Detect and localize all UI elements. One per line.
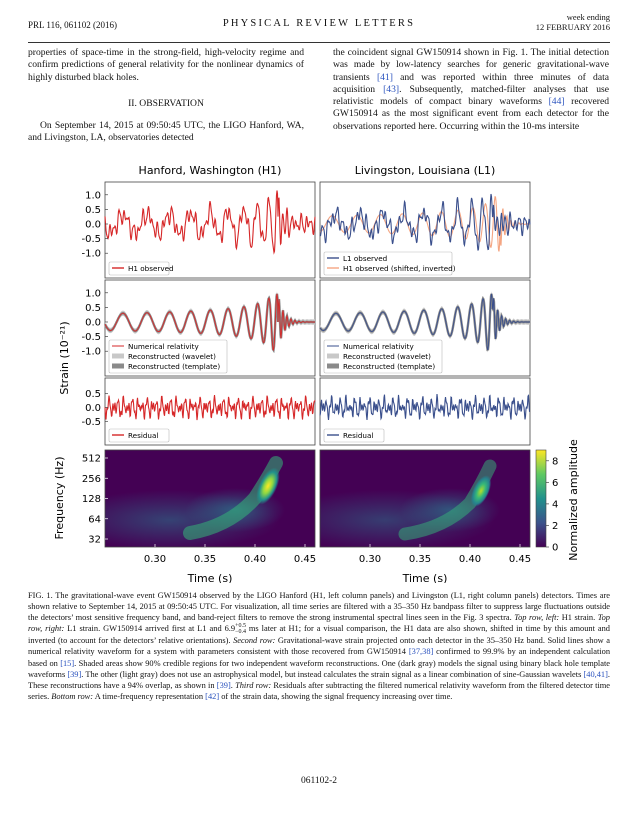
colorbar-ticks	[546, 456, 558, 553]
caption-text: .	[230, 680, 236, 690]
legend	[324, 429, 384, 442]
legend	[109, 429, 169, 442]
journal-name: PHYSICAL REVIEW LETTERS	[222, 18, 416, 29]
caption-text: H1 strain.	[559, 613, 598, 623]
cbar-tick-label: 4	[552, 499, 559, 511]
caption-text: L1 strain. GW150914 arrived first at L1 and 6.9	[64, 624, 236, 634]
colorbar	[536, 450, 546, 547]
text: recovered GW150914 as the most significant event from each detector for the observations reported here. Occurring within the 10-ms intersite	[333, 96, 609, 132]
figure-1	[40, 158, 585, 583]
caption-text: confirmed to 99.9% by an independent calculation based on	[28, 647, 611, 668]
y-tick-label: 1.0	[85, 288, 101, 300]
legend-entry: L1 observed	[343, 254, 388, 263]
legend	[324, 340, 442, 373]
legend-entry: Numerical relativity	[343, 342, 414, 351]
y-tick-label: -0.5	[81, 234, 101, 246]
paragraph	[333, 47, 609, 133]
colorbar-label: Normalized amplitude	[567, 439, 580, 561]
frequency-ticks	[82, 454, 108, 546]
strain-axis-label: Strain (10⁻²¹)	[58, 321, 71, 395]
y-tick-label: -0.5	[81, 332, 101, 344]
y-tick-label: 0.0	[85, 317, 101, 329]
paragraph: properties of space-time in the strong-field, high-velocity regime and confirm predictions of general relativity for the nonlinear dynamics of highly disturbed black holes.	[28, 47, 304, 83]
issue-date	[536, 12, 610, 32]
cbar-tick-label: 8	[552, 456, 559, 468]
caption-text: . These reconstructions have a 94% overlap, as shown in	[28, 669, 610, 690]
legend-entry: H1 observed (shifted, inverted)	[343, 264, 456, 273]
caption-emph: Top row, left:	[514, 613, 560, 623]
frequency-axis-label: Frequency (Hz)	[53, 456, 66, 540]
strain-panel	[81, 182, 315, 278]
x-tick-label: 0.40	[458, 554, 482, 565]
caption-emph: Bottom row:	[51, 691, 94, 701]
text: and was reported within three minutes of data acquisition	[333, 71, 609, 95]
page-number: 061102-2	[300, 776, 338, 786]
x-tick-label: 0.30	[143, 554, 167, 565]
section-title: II. OBSERVATION	[128, 97, 204, 109]
y-tick-label: 1.0	[85, 190, 101, 202]
legend-entry: Reconstructed (template)	[343, 362, 436, 371]
y-tick-label: 128	[81, 494, 101, 505]
ref-link[interactable]: [44]	[548, 96, 565, 108]
page-header	[28, 8, 610, 43]
strain-panel	[81, 280, 315, 376]
caption-emph: Top row, right:	[28, 613, 610, 634]
y-tick-label: 256	[81, 473, 101, 485]
legend	[324, 252, 456, 275]
x-tick-label: 0.35	[193, 554, 217, 565]
x-tick-label: 0.30	[358, 554, 382, 565]
legend-entry: H1 observed	[128, 264, 174, 273]
uncertainty	[235, 623, 246, 635]
ref-link[interactable]: [39]	[67, 669, 82, 679]
y-tick-label: 0.5	[85, 389, 101, 401]
y-tick-label: -1.0	[81, 346, 101, 358]
cbar-tick-label: 2	[552, 520, 559, 532]
ref-link[interactable]: [41]	[376, 71, 393, 83]
caption-text: Gravitational-wave strain projected onto each detector in the 35–350 Hz band. Solid lines show a numerical relativity waveform for a system with parameters consistent with those recovered from GW150914	[28, 636, 610, 657]
strain-panel	[320, 378, 530, 445]
x-tick-label: 0.45	[293, 554, 317, 565]
caption-text: FIG. 1. The gravitational-wave event GW150914 observed by the LIGO Hanford (H1, left column panels) and Livingston (L1, right column panels) detectors. Times are shown relative to September 14, 2015 at 09:50:45 UTC. For visualization, all time series are filtered with a 35–350 Hz bandpass filter to suppress large fluctuations outside the detectors’ most sensitive frequency band, and band-reject filters to remove the strong instrumental spectral lines seen in the Fig. 3 spectra.	[28, 591, 610, 623]
strain-panel	[320, 280, 530, 376]
uncertainty-lower: −0.4	[235, 629, 246, 636]
right-column	[333, 47, 609, 133]
panel-title-l1: Livingston, Louisiana (L1)	[354, 164, 496, 177]
strain-panel	[320, 182, 530, 278]
ref-link[interactable]: [15]	[60, 658, 75, 668]
caption-text: A time-frequency representation	[93, 691, 206, 701]
time-axis-label-l1: Time (s)	[402, 572, 448, 583]
date: 12 FEBRUARY 2016	[535, 22, 610, 32]
legend-entry: Reconstructed (wavelet)	[128, 352, 216, 361]
strain-panel	[81, 378, 315, 445]
week-ending: week ending	[566, 12, 610, 22]
text: the coincident signal GW150914 shown in Fig. 1. The initial detection was made by low-latency searches for generic gravitational-wave transients	[333, 47, 609, 83]
legend-entry: Reconstructed (wavelet)	[343, 352, 431, 361]
figure-caption	[28, 590, 610, 702]
x-tick-label: 0.45	[508, 554, 532, 565]
caption-text: of the strain data, showing the signal frequency increasing over time.	[219, 691, 453, 701]
caption-text: . Shaded areas show 90% credible regions for two independent waveform reconstructions. One (dark gray) models the signal using binary black hole template waveforms	[28, 658, 610, 679]
legend-entry: Residual	[343, 431, 374, 440]
legend	[109, 262, 174, 275]
ref-link[interactable]: [42]	[205, 691, 220, 701]
ref-link[interactable]: [43]	[383, 83, 400, 95]
legend-entry: Numerical relativity	[128, 342, 199, 351]
journal-ref: PRL 116, 061102 (2016)	[28, 20, 117, 30]
legend	[109, 340, 227, 373]
caption-text: . The other (light gray) does not use an astrophysical model, but instead calculates the strain signal as a linear combination of sine-Gaussian wavelets	[81, 669, 584, 679]
time-axis-label-h1: Time (s)	[187, 572, 233, 583]
y-tick-label: -1.0	[81, 248, 101, 260]
y-tick-label: 32	[88, 534, 101, 546]
x-tick-label: 0.40	[243, 554, 267, 565]
y-tick-label: 0.5	[85, 302, 101, 314]
y-tick-label: 0.5	[85, 204, 101, 216]
panel-title-h1: Hanford, Washington (H1)	[138, 164, 282, 177]
legend-entry: Residual	[128, 431, 159, 440]
text: . Subsequently, matched-filter analyses that use relativistic models of compact binary waveforms	[333, 83, 610, 108]
y-tick-label: 64	[88, 514, 101, 526]
y-tick-label: 512	[81, 453, 101, 465]
caption-text: ms later at H1; for a visual comparison, the H1 data are also shown, shifted in time by this amount and inverted (to account for the detectors’ relative orientations).	[28, 624, 610, 646]
uncertainty-upper: +0.5	[235, 623, 246, 630]
ref-link[interactable]: [39]	[216, 680, 231, 690]
paragraph: On September 14, 2015 at 09:50:45 UTC, the LIGO Hanford, WA, and Livingston, LA, observatories detected	[28, 120, 304, 144]
y-tick-label: -0.5	[81, 416, 101, 428]
caption-text: Residuals after subtracting the filtered numerical relativity waveform from the filtered detector time series.	[28, 680, 611, 701]
y-tick-label: 0.0	[85, 219, 101, 231]
cbar-tick-label: 6	[552, 477, 559, 489]
ref-link[interactable]: [37,38]	[408, 647, 434, 657]
y-tick-label: 0.0	[85, 403, 101, 414]
x-tick-label: 0.35	[408, 554, 432, 565]
strain-panels	[81, 182, 530, 445]
caption-emph: Second row:	[233, 636, 276, 646]
caption-emph: Third row:	[235, 680, 272, 690]
cbar-tick-label: 0	[552, 542, 559, 554]
left-column	[28, 47, 304, 145]
ref-link[interactable]: [40,41]	[583, 669, 608, 679]
legend-entry: Reconstructed (template)	[128, 362, 221, 371]
